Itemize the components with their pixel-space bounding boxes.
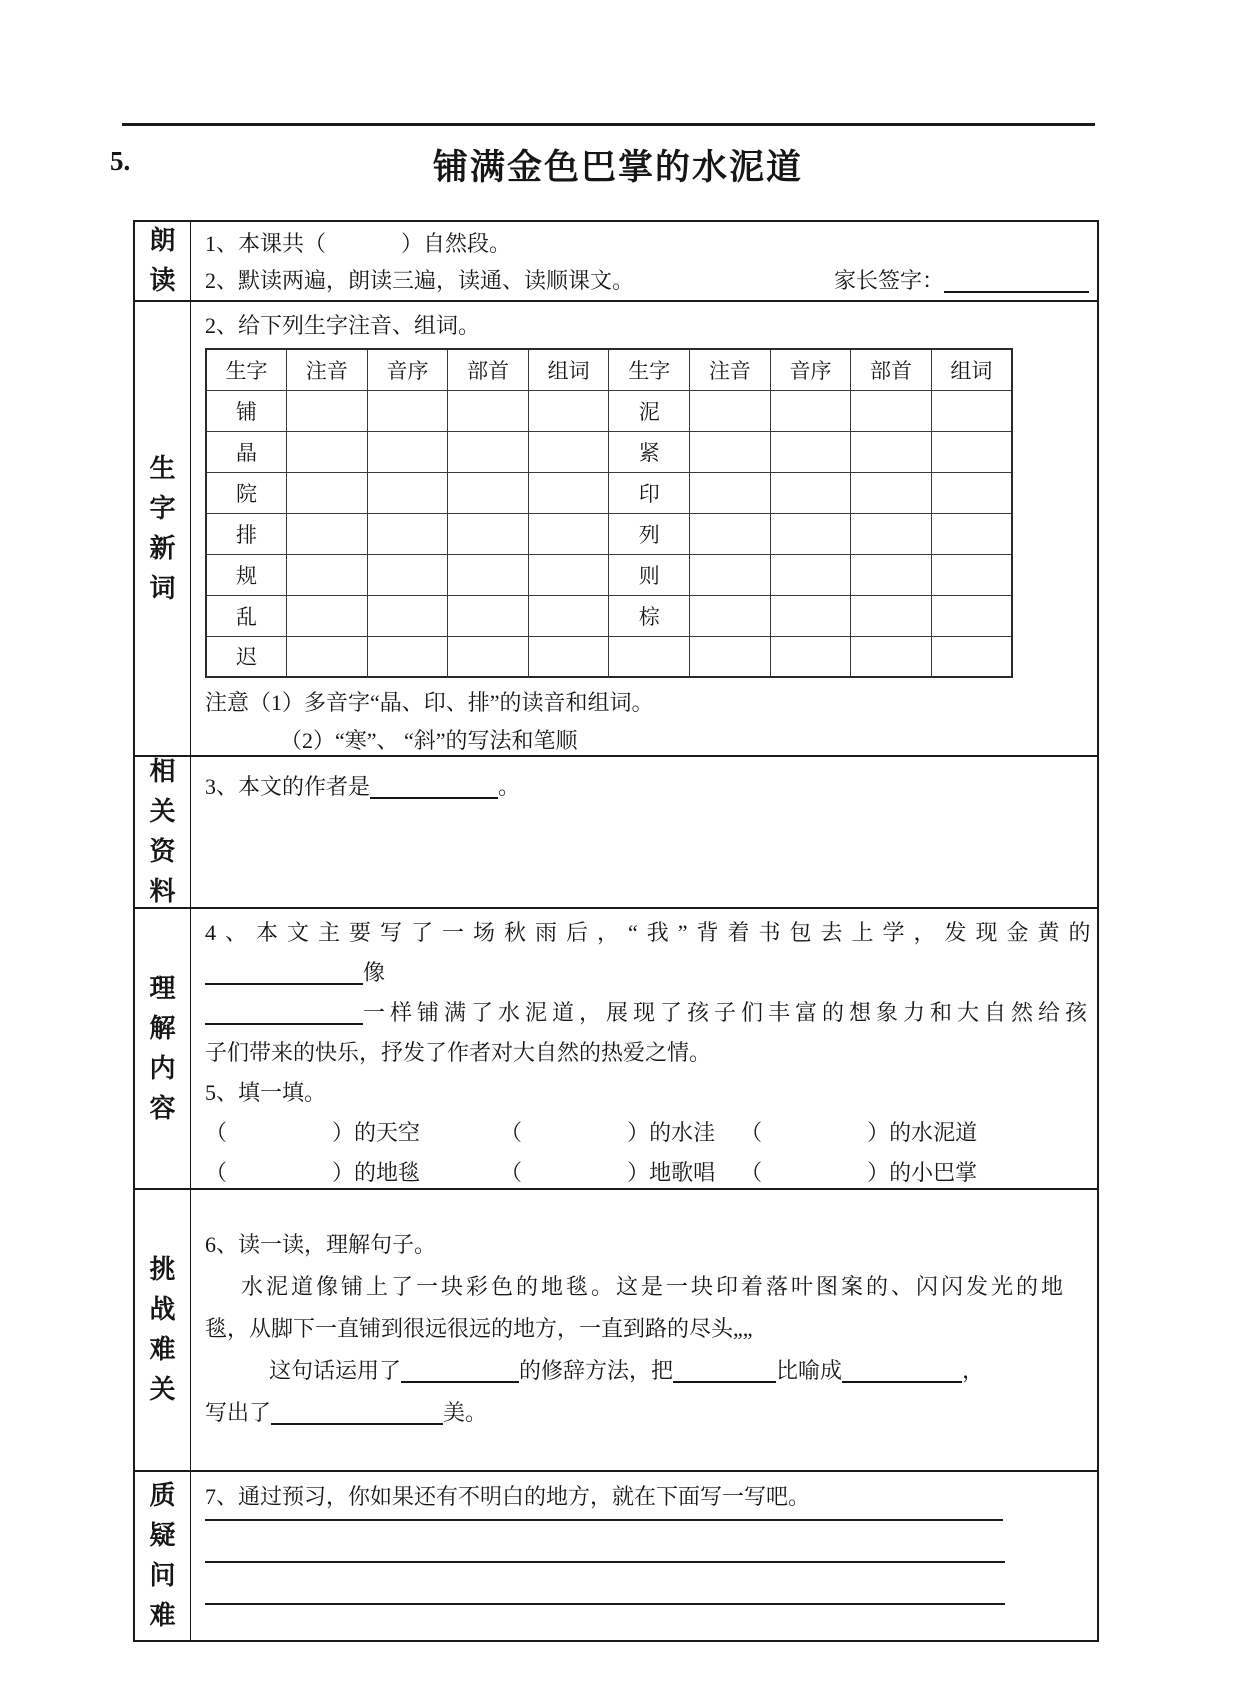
char-table-header: 注音 <box>690 349 771 390</box>
empty-cell <box>851 390 932 431</box>
empty-cell <box>931 595 1012 636</box>
fill-suffix: 的水洼 <box>649 1120 716 1145</box>
char-table-header: 组词 <box>528 349 609 390</box>
answer-prefix: 这句话运用了 <box>269 1358 402 1383</box>
char-table-row <box>206 595 1012 636</box>
char-cell: 铺 <box>206 390 287 431</box>
empty-cell <box>690 431 771 472</box>
empty-cell <box>287 431 368 472</box>
empty-cell <box>448 390 529 431</box>
fill-suffix: 地歌唱 <box>649 1160 716 1185</box>
section-label: 质疑问难 <box>149 1481 176 1630</box>
fill-suffix: 的天空 <box>354 1120 421 1145</box>
empty-cell <box>690 513 771 554</box>
empty-cell <box>367 472 448 513</box>
question-4-like: 像 <box>363 960 386 985</box>
empty-cell <box>528 513 609 554</box>
empty-cell <box>448 472 529 513</box>
fill-blank <box>401 1360 519 1383</box>
fill-blank <box>205 1002 363 1025</box>
char-table-row <box>206 513 1012 554</box>
char-cell: 印 <box>609 472 690 513</box>
empty-cell <box>287 595 368 636</box>
paren-open: （ <box>500 1120 523 1145</box>
fill-blank <box>842 1360 962 1383</box>
section-row-reading <box>135 222 1097 302</box>
question-7: 7、通过预习，你如果还有不明白的地方，就在下面写一写吧。 <box>205 1478 1003 1521</box>
paren-open: （ <box>500 1160 523 1185</box>
empty-cell <box>528 595 609 636</box>
empty-cell <box>287 472 368 513</box>
empty-cell <box>931 390 1012 431</box>
fill-blank <box>673 1360 776 1383</box>
char-cell: 规 <box>206 554 287 595</box>
section-label: 生字新词 <box>149 453 176 603</box>
section-row-questions <box>135 1472 1097 1640</box>
fill-group <box>740 1113 977 1153</box>
section-label-cell <box>135 909 191 1188</box>
paren-close: ） <box>332 1160 355 1185</box>
empty-cell <box>528 431 609 472</box>
section-label-cell <box>135 302 191 755</box>
writing-line <box>205 1521 1005 1563</box>
char-table-row <box>206 390 1012 431</box>
question-6-answer-line2 <box>205 1392 1089 1434</box>
section-content <box>191 909 1100 1188</box>
empty-cell <box>851 554 932 595</box>
empty-cell <box>690 595 771 636</box>
section-content <box>191 1472 1097 1640</box>
parent-sign-label: 家长签字： <box>833 268 944 293</box>
empty-cell <box>287 513 368 554</box>
writing-line <box>205 1563 1005 1605</box>
lesson-number: 5. <box>110 146 131 176</box>
empty-cell <box>931 472 1012 513</box>
empty-cell <box>287 636 368 677</box>
quote-sentence-1: 水泥道像铺上了一块彩色的地毯。这是一块印着落叶图案的、闪闪发光的地 <box>241 1274 1067 1299</box>
char-table-row <box>206 431 1012 472</box>
empty-cell <box>931 513 1012 554</box>
empty-cell <box>367 431 448 472</box>
section-label-cell <box>135 222 191 300</box>
section-label: 朗读 <box>149 226 176 295</box>
section-content <box>191 222 1097 300</box>
empty-cell <box>690 390 771 431</box>
empty-cell <box>528 390 609 431</box>
fill-line-1 <box>205 1113 1089 1153</box>
char-table-head-row <box>206 349 1012 390</box>
paren-close: ） <box>332 1120 355 1145</box>
char-table-header: 组词 <box>931 349 1012 390</box>
section-content <box>191 757 1097 907</box>
parent-sign-group <box>834 262 1089 299</box>
parent-sign-blank <box>944 270 1089 293</box>
paren-open: （ <box>205 1160 228 1185</box>
char-table-header: 生字 <box>609 349 690 390</box>
section-row-challenge <box>135 1190 1097 1472</box>
answer-b-prefix: 写出了 <box>205 1400 272 1425</box>
fill-suffix: 的水泥道 <box>889 1120 978 1145</box>
question-5: 5、填一填。 <box>205 1080 327 1105</box>
question-4-line3-text: 一样铺满了水泥道，展现了孩子们丰富的想象力和大自然给孩 <box>363 1000 1093 1025</box>
section-label-cell <box>135 1472 191 1640</box>
char-table-header: 音序 <box>367 349 448 390</box>
section-label: 挑战难关 <box>149 1255 176 1404</box>
section-label: 理解内容 <box>149 973 176 1123</box>
empty-cell <box>770 513 851 554</box>
question-3 <box>205 767 1089 807</box>
char-table-row <box>206 472 1012 513</box>
quote-sentence-2: 毯，从脚下一直铺到很远很远的地方，一直到路的尽头„„ <box>205 1316 753 1341</box>
question-4-line4: 子们带来的快乐，抒发了作者对大自然的热爱之情。 <box>205 1040 712 1065</box>
page-title: 铺满金色巴掌的水泥道 <box>432 148 803 187</box>
char-table-header: 音序 <box>770 349 851 390</box>
char-cell: 迟 <box>206 636 287 677</box>
section-content <box>191 1190 1097 1470</box>
char-table-row <box>206 554 1012 595</box>
answer-comma: ， <box>962 1358 985 1383</box>
char-table-intro: 2、给下列生字注音、组词。 <box>205 313 481 338</box>
fill-group <box>500 1153 715 1193</box>
answer-b-suffix: 美。 <box>443 1400 488 1425</box>
char-table-body <box>206 390 1012 677</box>
question-3-prefix: 3、本文的作者是 <box>205 774 371 799</box>
question-1-prefix: 1、本课共 <box>205 231 305 256</box>
paren-open: （ <box>740 1120 763 1145</box>
char-cell: 紧 <box>609 431 690 472</box>
empty-cell <box>770 595 851 636</box>
char-cell: 则 <box>609 554 690 595</box>
fill-blank <box>271 1402 443 1425</box>
char-cell: 排 <box>206 513 287 554</box>
fill-suffix: 的地毯 <box>354 1160 421 1185</box>
section-content <box>191 302 1097 755</box>
question-4-line1: 4、本文主要写了一场秋雨后，“我”背着书包去上学，发现金黄的 <box>205 920 1100 945</box>
section-label: 相关资料 <box>149 757 176 906</box>
empty-cell <box>448 513 529 554</box>
author-blank <box>370 776 498 799</box>
question-6: 6、读一读，理解句子。 <box>205 1232 437 1257</box>
empty-cell <box>851 472 932 513</box>
empty-cell <box>770 636 851 677</box>
char-table-header: 部首 <box>851 349 932 390</box>
empty-cell <box>690 636 771 677</box>
empty-cell <box>690 554 771 595</box>
char-cell: 乱 <box>206 595 287 636</box>
note-2: （2）“寒”、 “斜”的写法和笔顺 <box>280 728 578 753</box>
question-3-suffix: 。 <box>498 774 521 799</box>
empty-cell <box>448 636 529 677</box>
paren-open: （ <box>740 1160 763 1185</box>
answer-mid2: 比喻成 <box>776 1358 843 1383</box>
question-1-suffix: 自然段。 <box>423 231 512 256</box>
empty-cell <box>528 472 609 513</box>
char-cell: 泥 <box>609 390 690 431</box>
section-row-new-words <box>135 302 1097 757</box>
empty-cell <box>851 636 932 677</box>
paren-close: ） <box>867 1120 890 1145</box>
section-label-cell <box>135 1190 191 1470</box>
question-6-answer-line1 <box>205 1350 1089 1392</box>
section-label-cell <box>135 757 191 907</box>
paren-close: ） <box>627 1160 650 1185</box>
fill-suffix: 的小巴掌 <box>889 1160 978 1185</box>
empty-cell <box>851 513 932 554</box>
top-rule <box>122 123 1095 126</box>
paren-open: （ <box>304 231 327 256</box>
question-4-line3 <box>205 993 1093 1033</box>
fill-blank <box>205 962 363 985</box>
char-table-row <box>206 636 1012 677</box>
fill-group <box>205 1153 420 1193</box>
empty-cell <box>448 431 529 472</box>
section-row-related-info <box>135 757 1097 909</box>
empty-cell <box>851 431 932 472</box>
empty-cell <box>367 554 448 595</box>
char-cell: 列 <box>609 513 690 554</box>
fill-group <box>500 1113 715 1153</box>
fill-group <box>205 1113 420 1153</box>
question-2-text: 2、默读两遍，朗读三遍，读通、读顺课文。 <box>205 268 635 293</box>
question-4-line2 <box>205 953 1089 993</box>
empty-cell <box>770 390 851 431</box>
worksheet-table <box>133 220 1099 1642</box>
paren-close: ） <box>401 231 424 256</box>
empty-cell <box>931 431 1012 472</box>
empty-cell <box>367 595 448 636</box>
empty-cell <box>770 554 851 595</box>
empty-cell <box>287 390 368 431</box>
char-table <box>205 348 1013 678</box>
char-cell: 晶 <box>206 431 287 472</box>
empty-cell <box>851 595 932 636</box>
empty-cell <box>448 595 529 636</box>
empty-cell <box>287 554 368 595</box>
char-table-header: 生字 <box>206 349 287 390</box>
empty-cell <box>367 636 448 677</box>
fill-group <box>740 1153 977 1193</box>
empty-cell <box>528 636 609 677</box>
fill-line-2 <box>205 1153 1089 1193</box>
char-cell: 棕 <box>609 595 690 636</box>
doc-header <box>110 138 1103 202</box>
empty-cell <box>931 636 1012 677</box>
empty-cell <box>528 554 609 595</box>
empty-cell <box>448 554 529 595</box>
char-table-header: 注音 <box>287 349 368 390</box>
question-1 <box>205 225 1089 262</box>
answer-mid1: 的修辞方法，把 <box>519 1358 674 1383</box>
empty-cell <box>609 636 690 677</box>
empty-cell <box>690 472 771 513</box>
char-table-header: 部首 <box>448 349 529 390</box>
paren-close: ） <box>627 1120 650 1145</box>
empty-cell <box>770 431 851 472</box>
empty-cell <box>367 390 448 431</box>
empty-cell <box>367 513 448 554</box>
question-2 <box>205 262 1089 299</box>
char-cell: 院 <box>206 472 287 513</box>
paren-open: （ <box>205 1120 228 1145</box>
empty-cell <box>931 554 1012 595</box>
section-row-comprehension <box>135 909 1100 1190</box>
paren-close: ） <box>867 1160 890 1185</box>
empty-cell <box>770 472 851 513</box>
note-1: 注意（1）多音字“晶、印、排”的读音和组词。 <box>205 690 654 715</box>
